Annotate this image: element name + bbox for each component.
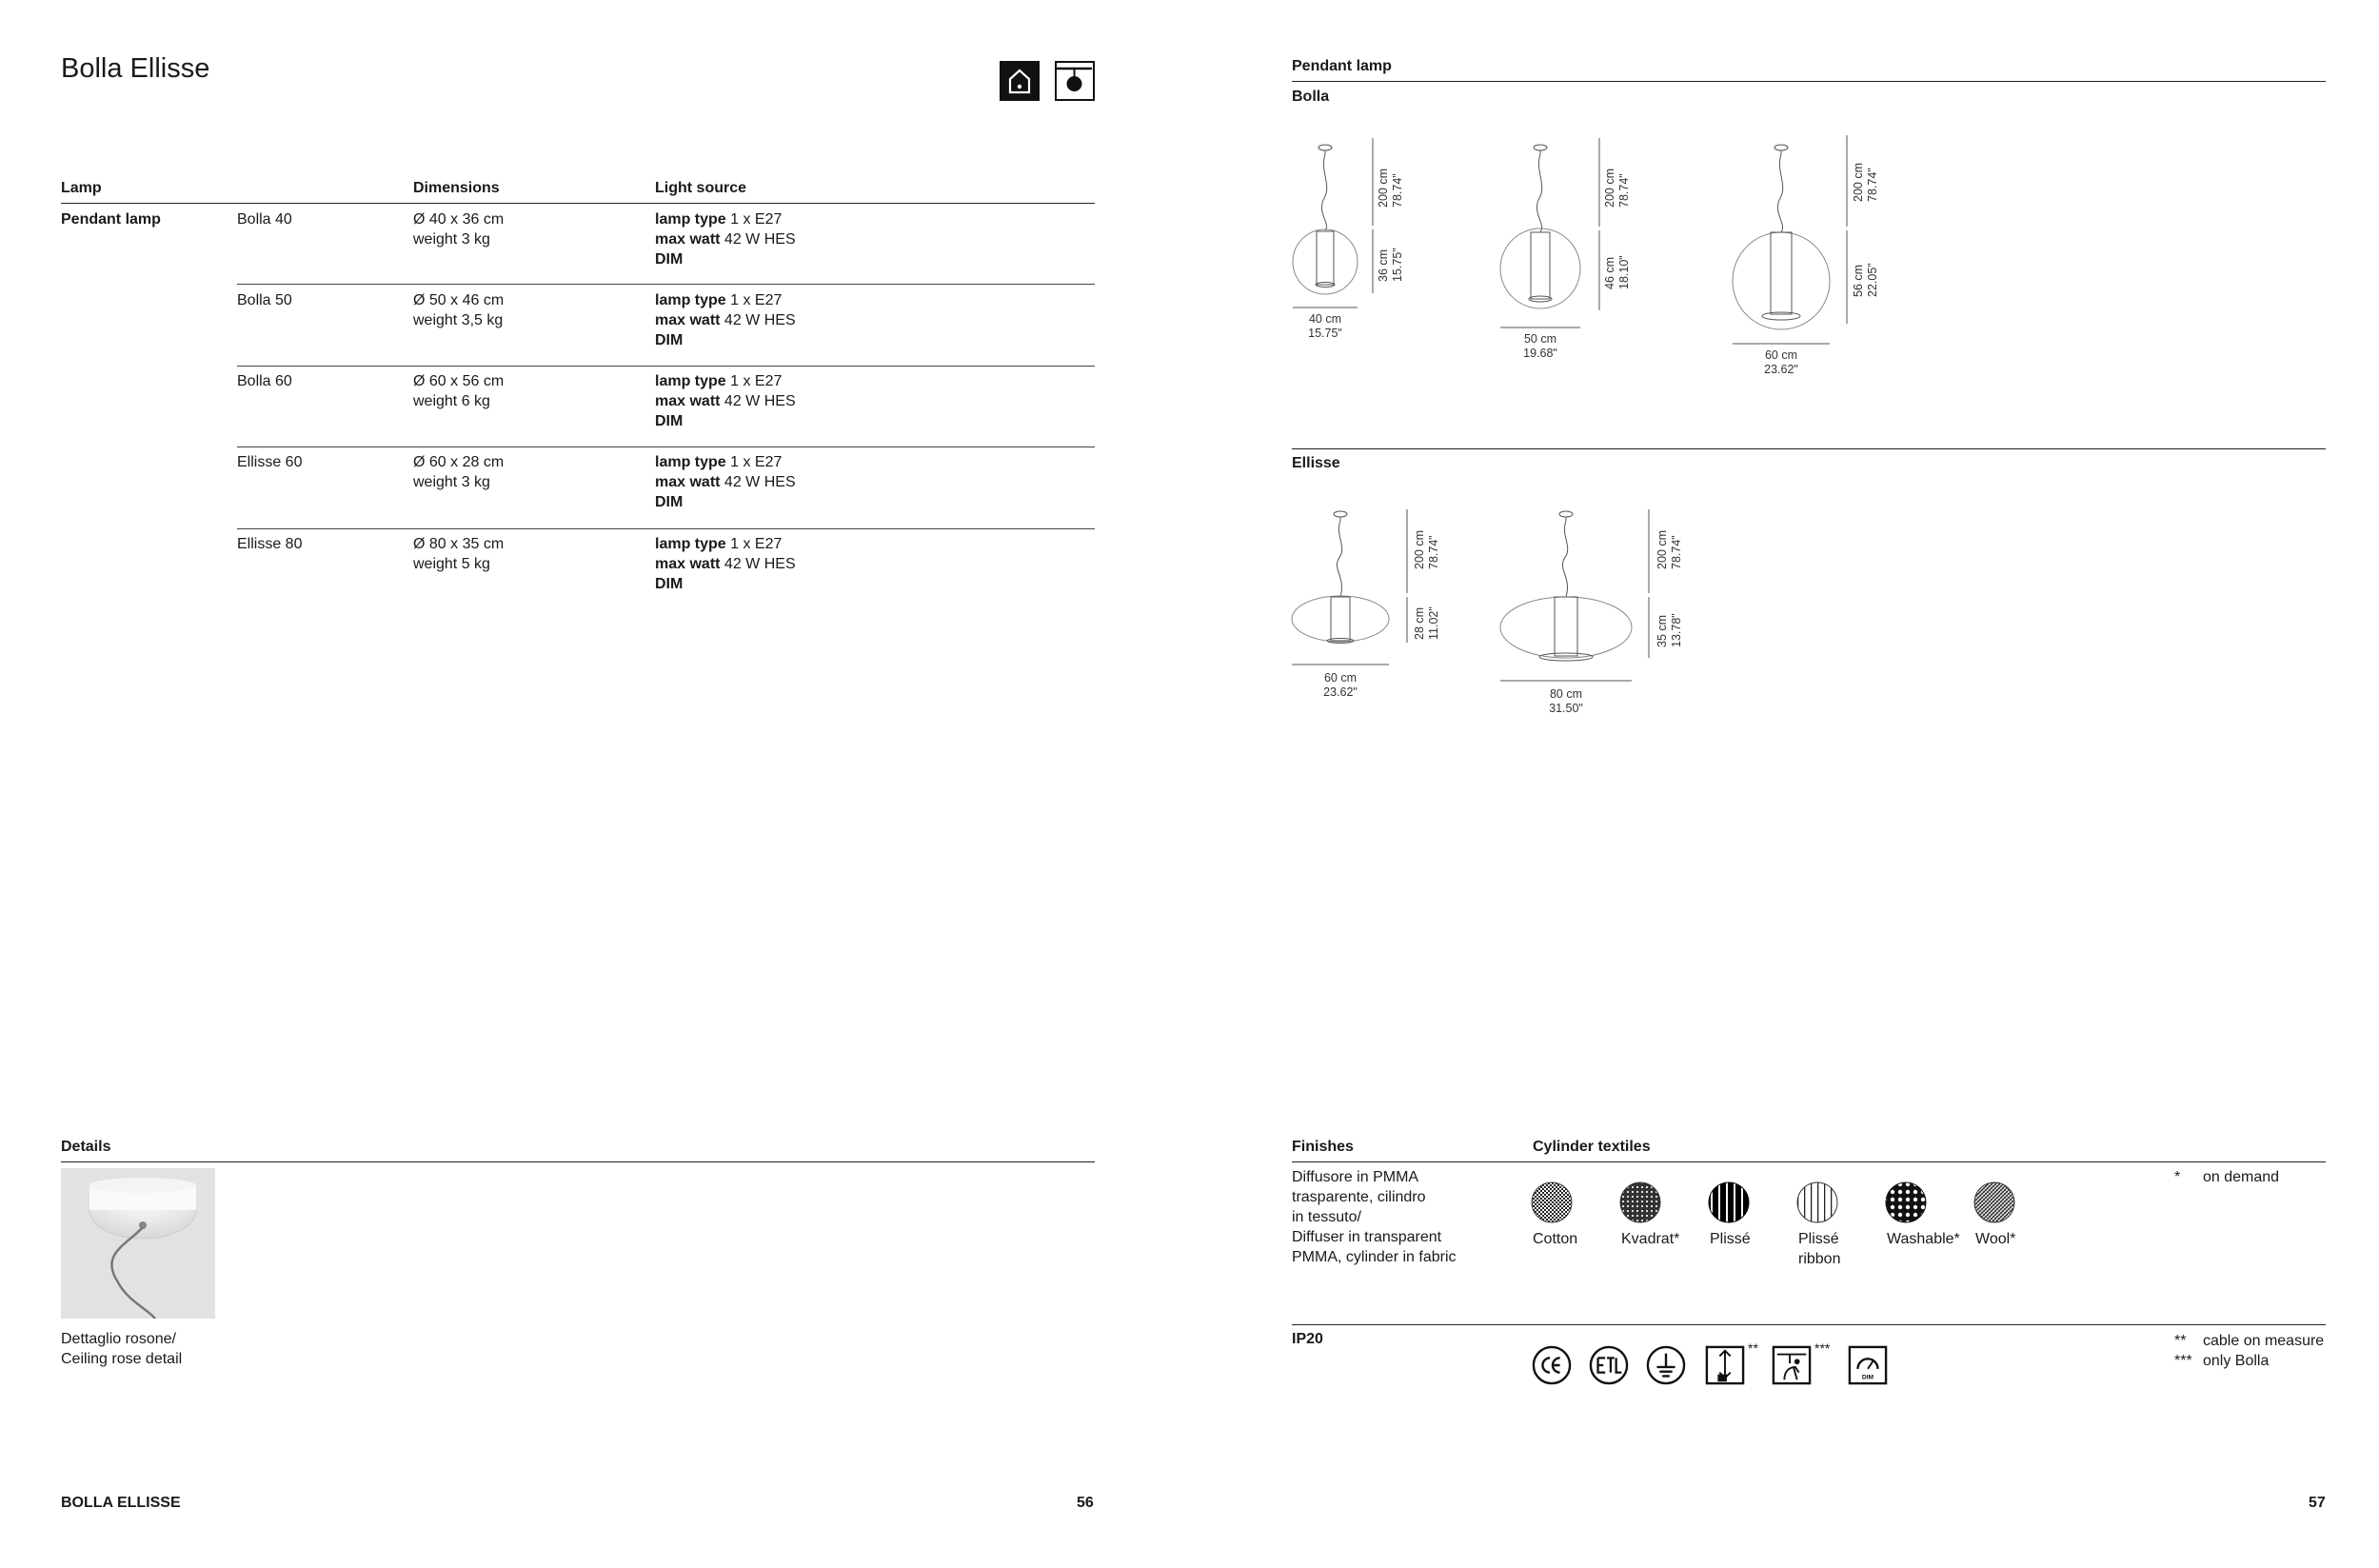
row-dimensions: Ø 50 x 46 cm weight 3,5 kg — [413, 292, 505, 328]
bolla40-width: 40 cm 15.75" — [1308, 312, 1342, 340]
category-pendant-lamp: Pendant lamp — [61, 211, 161, 228]
textile-kvadrat: Kvadrat* — [1621, 1231, 1680, 1247]
dimmable-icon — [1847, 1345, 1889, 1385]
bolla40-cable: 200 cm 78.74" — [1377, 169, 1404, 208]
header-light-source: Light source — [655, 180, 747, 196]
row-divider — [237, 284, 1095, 285]
textile-plisse-ribbon: Plissé ribbon — [1798, 1231, 1841, 1267]
page-number-left: 56 — [1077, 1495, 1094, 1511]
details-caption: Dettaglio rosone/ Ceiling rose detail — [61, 1331, 183, 1367]
ceiling-rose-photo — [61, 1168, 215, 1319]
row-dimensions: Ø 60 x 28 cm weight 3 kg — [413, 454, 505, 490]
bolla50-width: 50 cm 19.68" — [1523, 332, 1557, 360]
ip-rule — [1292, 1324, 2326, 1325]
section-rule — [1292, 81, 2326, 82]
table-header-rule — [61, 203, 1095, 204]
ellisse80-height: 35 cm 13.78" — [1655, 613, 1683, 647]
row-light-source: lamp type 1 x E27 max watt 42 W HES DIM — [655, 211, 796, 268]
ellisse80-cable: 200 cm 78.74" — [1655, 530, 1683, 569]
row-dimensions: Ø 80 x 35 cm weight 5 kg — [413, 536, 505, 572]
finishes-header: Finishes — [1292, 1139, 1354, 1155]
row-dimensions: Ø 60 x 56 cm weight 6 kg — [413, 373, 505, 409]
textile-washable: Washable* — [1887, 1231, 1960, 1247]
ellisse-header: Ellisse — [1292, 455, 1340, 471]
textile-wool: Wool* — [1975, 1231, 2016, 1247]
details-header: Details — [61, 1139, 111, 1155]
row-light-source: lamp type 1 x E27 max watt 42 W HES DIM — [655, 373, 796, 429]
bolla60-height: 56 cm 22.05" — [1852, 263, 1879, 297]
row-model: Bolla 50 — [237, 292, 292, 308]
row-light-source: lamp type 1 x E27 max watt 42 W HES DIM — [655, 292, 796, 348]
finishes-text: Diffusore in PMMA trasparente, cilindro in tessuto/ Diffuser in transparent PMMA, cylinder in fabric — [1292, 1169, 1457, 1265]
row-model: Bolla 60 — [237, 373, 292, 389]
bolla60-cable: 200 cm 78.74" — [1852, 163, 1879, 202]
header-lamp: Lamp — [61, 180, 102, 196]
cable-note-mark: ** — [1748, 1340, 1758, 1356]
indoor-house-icon — [1000, 61, 1040, 101]
row-dimensions: Ø 40 x 36 cm weight 3 kg — [413, 211, 505, 248]
bolla60-width: 60 cm 23.62" — [1764, 348, 1798, 376]
bolla50-cable: 200 cm 78.74" — [1603, 169, 1631, 208]
row-model: Ellisse 60 — [237, 454, 303, 470]
bolla40-height: 36 cm 15.75" — [1377, 248, 1404, 282]
textiles-header: Cylinder textiles — [1533, 1139, 1651, 1155]
dimmable-icon-label: DIM — [1861, 1374, 1874, 1381]
ce-mark-icon — [1531, 1345, 1573, 1385]
header-dimensions: Dimensions — [413, 180, 500, 196]
textile-cotton: Cotton — [1533, 1231, 1578, 1247]
finishes-rule — [1292, 1161, 2326, 1162]
installation-icon — [1771, 1345, 1813, 1385]
section-pendant-lamp: Pendant lamp — [1292, 58, 1392, 74]
notes-list: ** cable on measure *** only Bolla — [2174, 1333, 2325, 1369]
earth-ground-icon — [1645, 1345, 1687, 1385]
page-number-right: 57 — [2309, 1495, 2326, 1511]
row-model: Bolla 40 — [237, 211, 292, 228]
textile-plisse: Plissé — [1710, 1231, 1751, 1247]
details-rule — [61, 1161, 1095, 1162]
etl-listed-icon — [1588, 1345, 1630, 1385]
bolla50-height: 46 cm 18.10" — [1603, 255, 1631, 289]
pendant-lamp-icon — [1055, 61, 1095, 101]
bolla-header: Bolla — [1292, 89, 1330, 105]
ellisse60-height: 28 cm 11.02" — [1413, 606, 1440, 640]
cable-adjustable-icon — [1704, 1345, 1746, 1385]
row-divider — [237, 528, 1095, 529]
row-model: Ellisse 80 — [237, 536, 303, 552]
textile-swatches — [1531, 1181, 2026, 1224]
bolla-note-mark: *** — [1814, 1340, 1831, 1356]
row-light-source: lamp type 1 x E27 max watt 42 W HES DIM — [655, 454, 796, 510]
ellisse60-width: 60 cm 23.62" — [1323, 671, 1358, 699]
row-light-source: lamp type 1 x E27 max watt 42 W HES DIM — [655, 536, 796, 592]
ip-rating: IP20 — [1292, 1331, 1323, 1347]
page-title: Bolla Ellisse — [61, 53, 210, 84]
footer-title: BOLLA ELLISSE — [61, 1495, 181, 1511]
row-divider — [237, 366, 1095, 367]
note-on-demand: * on demand — [2174, 1169, 2280, 1185]
ellisse80-width: 80 cm 31.50" — [1549, 687, 1583, 715]
ellisse60-cable: 200 cm 78.74" — [1413, 530, 1440, 569]
ellisse-rule — [1292, 448, 2326, 449]
